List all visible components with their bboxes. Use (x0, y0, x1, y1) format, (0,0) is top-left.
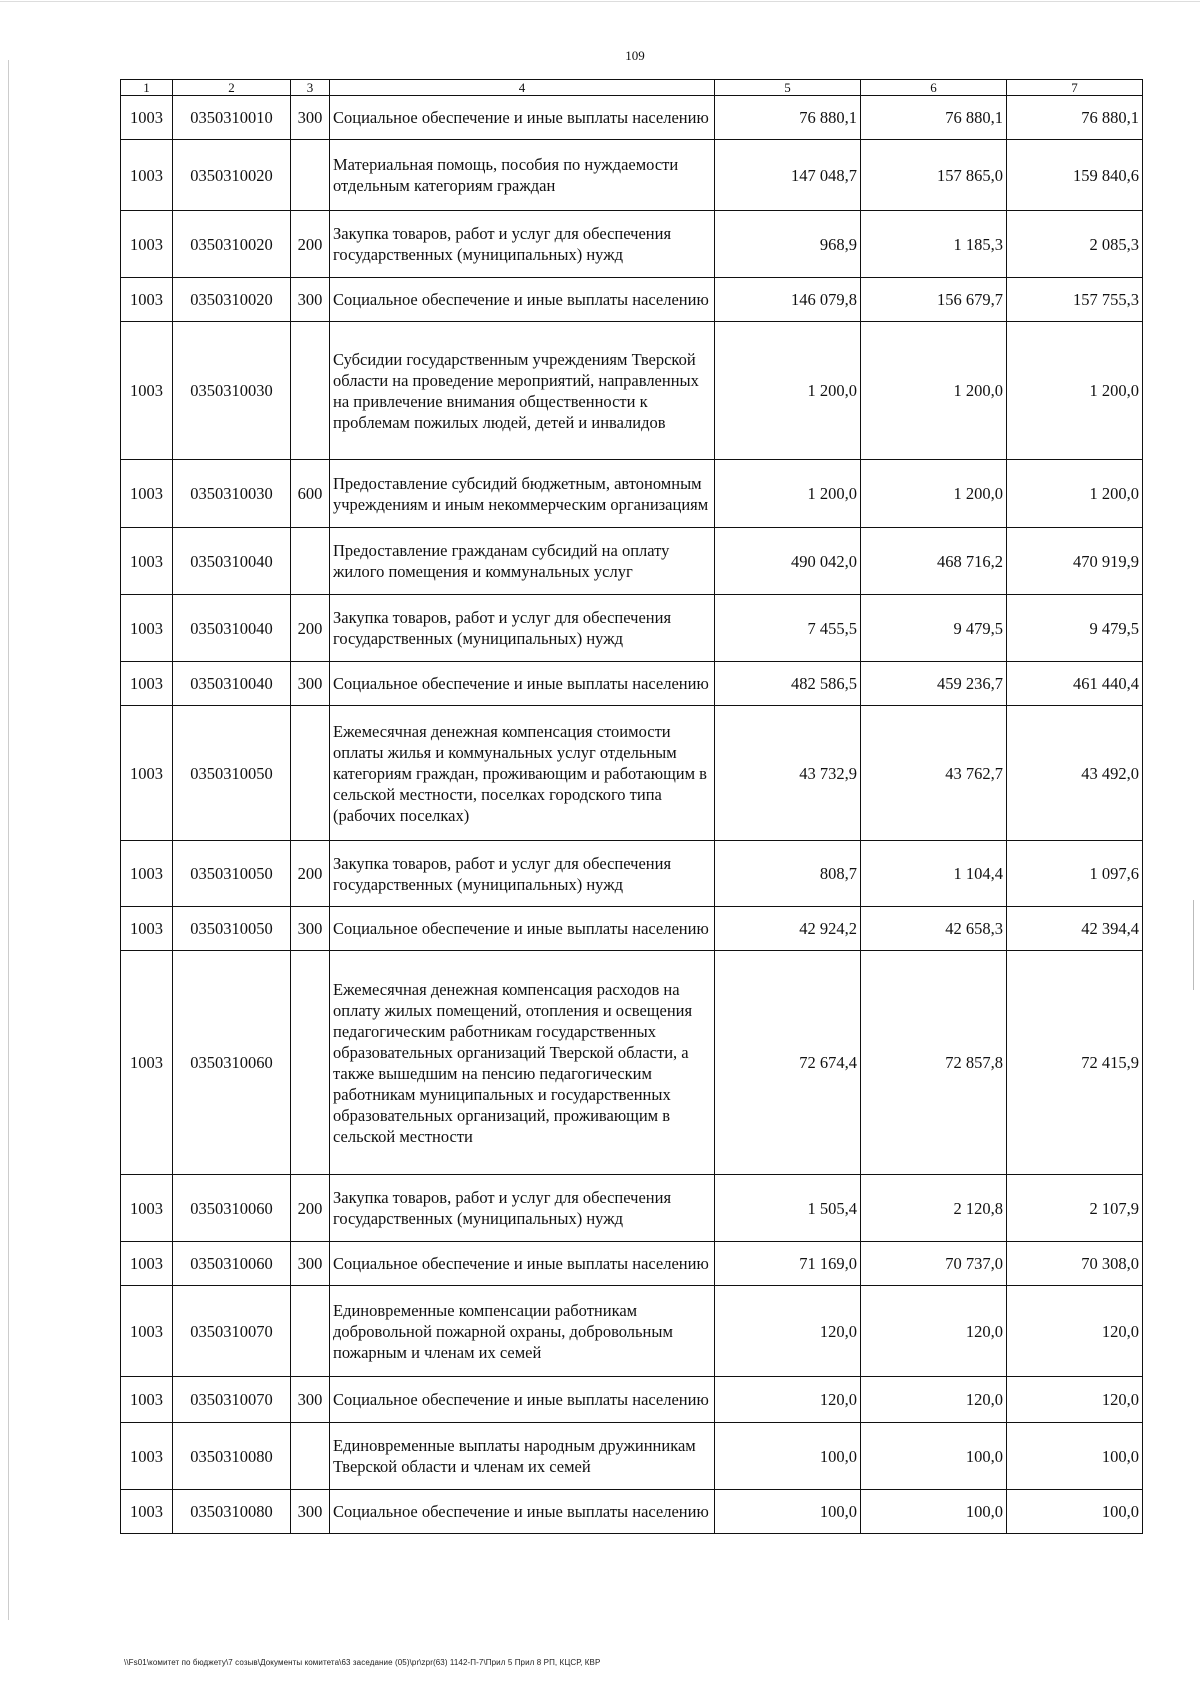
year1-amount-cell: 120,0 (715, 1377, 861, 1423)
target-article-cell: 0350310030 (173, 322, 291, 460)
item-name-cell: Социальное обеспечение и иные выплаты населению (330, 662, 715, 706)
section-cell: 1003 (121, 278, 173, 322)
year3-amount-cell: 72 415,9 (1007, 951, 1143, 1175)
section-cell: 1003 (121, 1242, 173, 1286)
year1-amount-cell: 43 732,9 (715, 706, 861, 841)
scan-edge-line (1193, 900, 1194, 990)
expense-type-cell: 200 (291, 211, 330, 278)
expense-type-cell: 300 (291, 1490, 330, 1534)
target-article-cell: 0350310040 (173, 662, 291, 706)
year3-amount-cell: 43 492,0 (1007, 706, 1143, 841)
expense-type-cell: 300 (291, 96, 330, 140)
table-row (121, 662, 1143, 706)
expense-type-cell (291, 706, 330, 841)
year3-amount-cell: 70 308,0 (1007, 1242, 1143, 1286)
expense-type-cell: 300 (291, 278, 330, 322)
section-cell: 1003 (121, 1490, 173, 1534)
expense-type-cell (291, 1286, 330, 1377)
file-path-footer: \\Fs01\комитет по бюджету\7 созыв\Документы комитета\63 заседание (05)\pr\zpr(63) 1142-П-7\Прил 5 Прил 8 РП, КЦСР, КВР (124, 1658, 601, 1667)
item-name-cell: Закупка товаров, работ и услуг для обеспечения государственных (муниципальных) нужд (330, 841, 715, 907)
year3-amount-cell: 470 919,9 (1007, 528, 1143, 595)
year2-amount-cell: 1 104,4 (861, 841, 1007, 907)
expense-type-cell: 200 (291, 595, 330, 662)
year2-amount-cell: 43 762,7 (861, 706, 1007, 841)
target-article-cell: 0350310030 (173, 460, 291, 528)
year3-amount-cell: 42 394,4 (1007, 907, 1143, 951)
expense-type-cell: 300 (291, 1377, 330, 1423)
item-name-cell: Закупка товаров, работ и услуг для обеспечения государственных (муниципальных) нужд (330, 1175, 715, 1242)
item-name-cell: Закупка товаров, работ и услуг для обеспечения государственных (муниципальных) нужд (330, 595, 715, 662)
target-article-cell: 0350310040 (173, 595, 291, 662)
section-cell: 1003 (121, 460, 173, 528)
section-cell: 1003 (121, 140, 173, 211)
item-name-cell: Социальное обеспечение и иные выплаты населению (330, 1377, 715, 1423)
expense-type-cell (291, 322, 330, 460)
target-article-cell: 0350310060 (173, 951, 291, 1175)
year1-amount-cell: 482 586,5 (715, 662, 861, 706)
section-cell: 1003 (121, 528, 173, 595)
section-cell: 1003 (121, 1286, 173, 1377)
year2-amount-cell: 120,0 (861, 1286, 1007, 1377)
year2-amount-cell: 1 185,3 (861, 211, 1007, 278)
year2-amount-cell: 157 865,0 (861, 140, 1007, 211)
target-article-cell: 0350310020 (173, 278, 291, 322)
year2-amount-cell: 9 479,5 (861, 595, 1007, 662)
year3-amount-cell: 2 107,9 (1007, 1175, 1143, 1242)
year2-amount-cell: 459 236,7 (861, 662, 1007, 706)
target-article-cell: 0350310040 (173, 528, 291, 595)
item-name-cell: Предоставление субсидий бюджетным, автономным учреждениям и иным некоммерческим организациям (330, 460, 715, 528)
table-row (121, 1490, 1143, 1534)
item-name-cell: Материальная помощь, пособия по нуждаемости отдельным категориям граждан (330, 140, 715, 211)
section-cell: 1003 (121, 1175, 173, 1242)
table-row (121, 528, 1143, 595)
expense-type-cell (291, 140, 330, 211)
item-name-cell: Единовременные выплаты народным дружинникам Тверской области и членам их семей (330, 1423, 715, 1490)
expense-type-cell (291, 528, 330, 595)
year2-amount-cell: 100,0 (861, 1490, 1007, 1534)
expense-type-cell (291, 951, 330, 1175)
column-header: 6 (861, 80, 1007, 96)
column-number-row (121, 80, 1143, 96)
table-row (121, 1286, 1143, 1377)
table-body (121, 96, 1143, 1534)
year3-amount-cell: 2 085,3 (1007, 211, 1143, 278)
item-name-cell: Субсидии государственным учреждениям Тверской области на проведение мероприятий, направленных на привлечение внимания общественности к проблемам пожилых людей, детей и инвалидов (330, 322, 715, 460)
section-cell: 1003 (121, 595, 173, 662)
budget-table (120, 79, 1143, 1534)
year1-amount-cell: 120,0 (715, 1286, 861, 1377)
year2-amount-cell: 42 658,3 (861, 907, 1007, 951)
table-row (121, 595, 1143, 662)
section-cell: 1003 (121, 907, 173, 951)
table-row (121, 140, 1143, 211)
target-article-cell: 0350310080 (173, 1490, 291, 1534)
year3-amount-cell: 1 200,0 (1007, 460, 1143, 528)
year1-amount-cell: 490 042,0 (715, 528, 861, 595)
section-cell: 1003 (121, 1377, 173, 1423)
column-header: 4 (330, 80, 715, 96)
scan-edge-line (0, 1, 1200, 2)
year2-amount-cell: 72 857,8 (861, 951, 1007, 1175)
year3-amount-cell: 159 840,6 (1007, 140, 1143, 211)
target-article-cell: 0350310020 (173, 211, 291, 278)
year1-amount-cell: 147 048,7 (715, 140, 861, 211)
scan-edge-line (8, 60, 9, 1620)
column-header: 7 (1007, 80, 1143, 96)
table-row (121, 1423, 1143, 1490)
item-name-cell: Ежемесячная денежная компенсация стоимости оплаты жилья и коммунальных услуг отдельным категориям граждан, проживающим и работающим в сельской местности, поселках городского типа (рабочих поселках) (330, 706, 715, 841)
year1-amount-cell: 42 924,2 (715, 907, 861, 951)
item-name-cell: Социальное обеспечение и иные выплаты населению (330, 1242, 715, 1286)
section-cell: 1003 (121, 96, 173, 140)
expense-type-cell (291, 1423, 330, 1490)
year2-amount-cell: 100,0 (861, 1423, 1007, 1490)
target-article-cell: 0350310010 (173, 96, 291, 140)
item-name-cell: Социальное обеспечение и иные выплаты населению (330, 907, 715, 951)
year3-amount-cell: 100,0 (1007, 1423, 1143, 1490)
table-row (121, 951, 1143, 1175)
column-header: 2 (173, 80, 291, 96)
year3-amount-cell: 76 880,1 (1007, 96, 1143, 140)
year1-amount-cell: 100,0 (715, 1490, 861, 1534)
target-article-cell: 0350310050 (173, 706, 291, 841)
year3-amount-cell: 100,0 (1007, 1490, 1143, 1534)
expense-type-cell: 300 (291, 1242, 330, 1286)
year3-amount-cell: 120,0 (1007, 1377, 1143, 1423)
year3-amount-cell: 461 440,4 (1007, 662, 1143, 706)
year1-amount-cell: 968,9 (715, 211, 861, 278)
year2-amount-cell: 156 679,7 (861, 278, 1007, 322)
page-number: 109 (625, 48, 645, 63)
target-article-cell: 0350310060 (173, 1175, 291, 1242)
year2-amount-cell: 1 200,0 (861, 322, 1007, 460)
target-article-cell: 0350310050 (173, 907, 291, 951)
section-cell: 1003 (121, 951, 173, 1175)
table-row (121, 1377, 1143, 1423)
table-row (121, 706, 1143, 841)
expense-type-cell: 200 (291, 841, 330, 907)
section-cell: 1003 (121, 662, 173, 706)
year3-amount-cell: 120,0 (1007, 1286, 1143, 1377)
expense-type-cell: 200 (291, 1175, 330, 1242)
table-row (121, 211, 1143, 278)
item-name-cell: Единовременные компенсации работникам добровольной пожарной охраны, добровольным пожарным и членам их семей (330, 1286, 715, 1377)
year2-amount-cell: 1 200,0 (861, 460, 1007, 528)
section-cell: 1003 (121, 322, 173, 460)
year1-amount-cell: 1 505,4 (715, 1175, 861, 1242)
section-cell: 1003 (121, 841, 173, 907)
table-row (121, 841, 1143, 907)
year1-amount-cell: 1 200,0 (715, 322, 861, 460)
year1-amount-cell: 100,0 (715, 1423, 861, 1490)
item-name-cell: Предоставление гражданам субсидий на оплату жилого помещения и коммунальных услуг (330, 528, 715, 595)
year2-amount-cell: 76 880,1 (861, 96, 1007, 140)
year1-amount-cell: 76 880,1 (715, 96, 861, 140)
year2-amount-cell: 70 737,0 (861, 1242, 1007, 1286)
year3-amount-cell: 1 200,0 (1007, 322, 1143, 460)
column-header: 3 (291, 80, 330, 96)
table-row (121, 96, 1143, 140)
item-name-cell: Социальное обеспечение и иные выплаты населению (330, 1490, 715, 1534)
item-name-cell: Закупка товаров, работ и услуг для обеспечения государственных (муниципальных) нужд (330, 211, 715, 278)
expense-type-cell: 300 (291, 907, 330, 951)
table-row (121, 1242, 1143, 1286)
year1-amount-cell: 808,7 (715, 841, 861, 907)
item-name-cell: Социальное обеспечение и иные выплаты населению (330, 278, 715, 322)
table-row (121, 322, 1143, 460)
year1-amount-cell: 71 169,0 (715, 1242, 861, 1286)
expense-type-cell: 600 (291, 460, 330, 528)
year1-amount-cell: 1 200,0 (715, 460, 861, 528)
expense-type-cell: 300 (291, 662, 330, 706)
item-name-cell: Ежемесячная денежная компенсация расходов на оплату жилых помещений, отопления и освещения педагогическим работникам государственных образовательных организаций Тверской области, а также вышедшим на пенсию педагогическим работникам муниципальных и государственных образовательных организаций, проживающим в сельской местности (330, 951, 715, 1175)
year1-amount-cell: 146 079,8 (715, 278, 861, 322)
year1-amount-cell: 7 455,5 (715, 595, 861, 662)
year3-amount-cell: 157 755,3 (1007, 278, 1143, 322)
year1-amount-cell: 72 674,4 (715, 951, 861, 1175)
target-article-cell: 0350310020 (173, 140, 291, 211)
year3-amount-cell: 1 097,6 (1007, 841, 1143, 907)
section-cell: 1003 (121, 211, 173, 278)
column-header: 1 (121, 80, 173, 96)
table-row (121, 278, 1143, 322)
table-row (121, 460, 1143, 528)
target-article-cell: 0350310060 (173, 1242, 291, 1286)
target-article-cell: 0350310070 (173, 1286, 291, 1377)
target-article-cell: 0350310080 (173, 1423, 291, 1490)
section-cell: 1003 (121, 706, 173, 841)
year2-amount-cell: 120,0 (861, 1377, 1007, 1423)
section-cell: 1003 (121, 1423, 173, 1490)
table-row (121, 907, 1143, 951)
year3-amount-cell: 9 479,5 (1007, 595, 1143, 662)
target-article-cell: 0350310070 (173, 1377, 291, 1423)
column-header: 5 (715, 80, 861, 96)
item-name-cell: Социальное обеспечение и иные выплаты населению (330, 96, 715, 140)
table-row (121, 1175, 1143, 1242)
target-article-cell: 0350310050 (173, 841, 291, 907)
year2-amount-cell: 2 120,8 (861, 1175, 1007, 1242)
year2-amount-cell: 468 716,2 (861, 528, 1007, 595)
